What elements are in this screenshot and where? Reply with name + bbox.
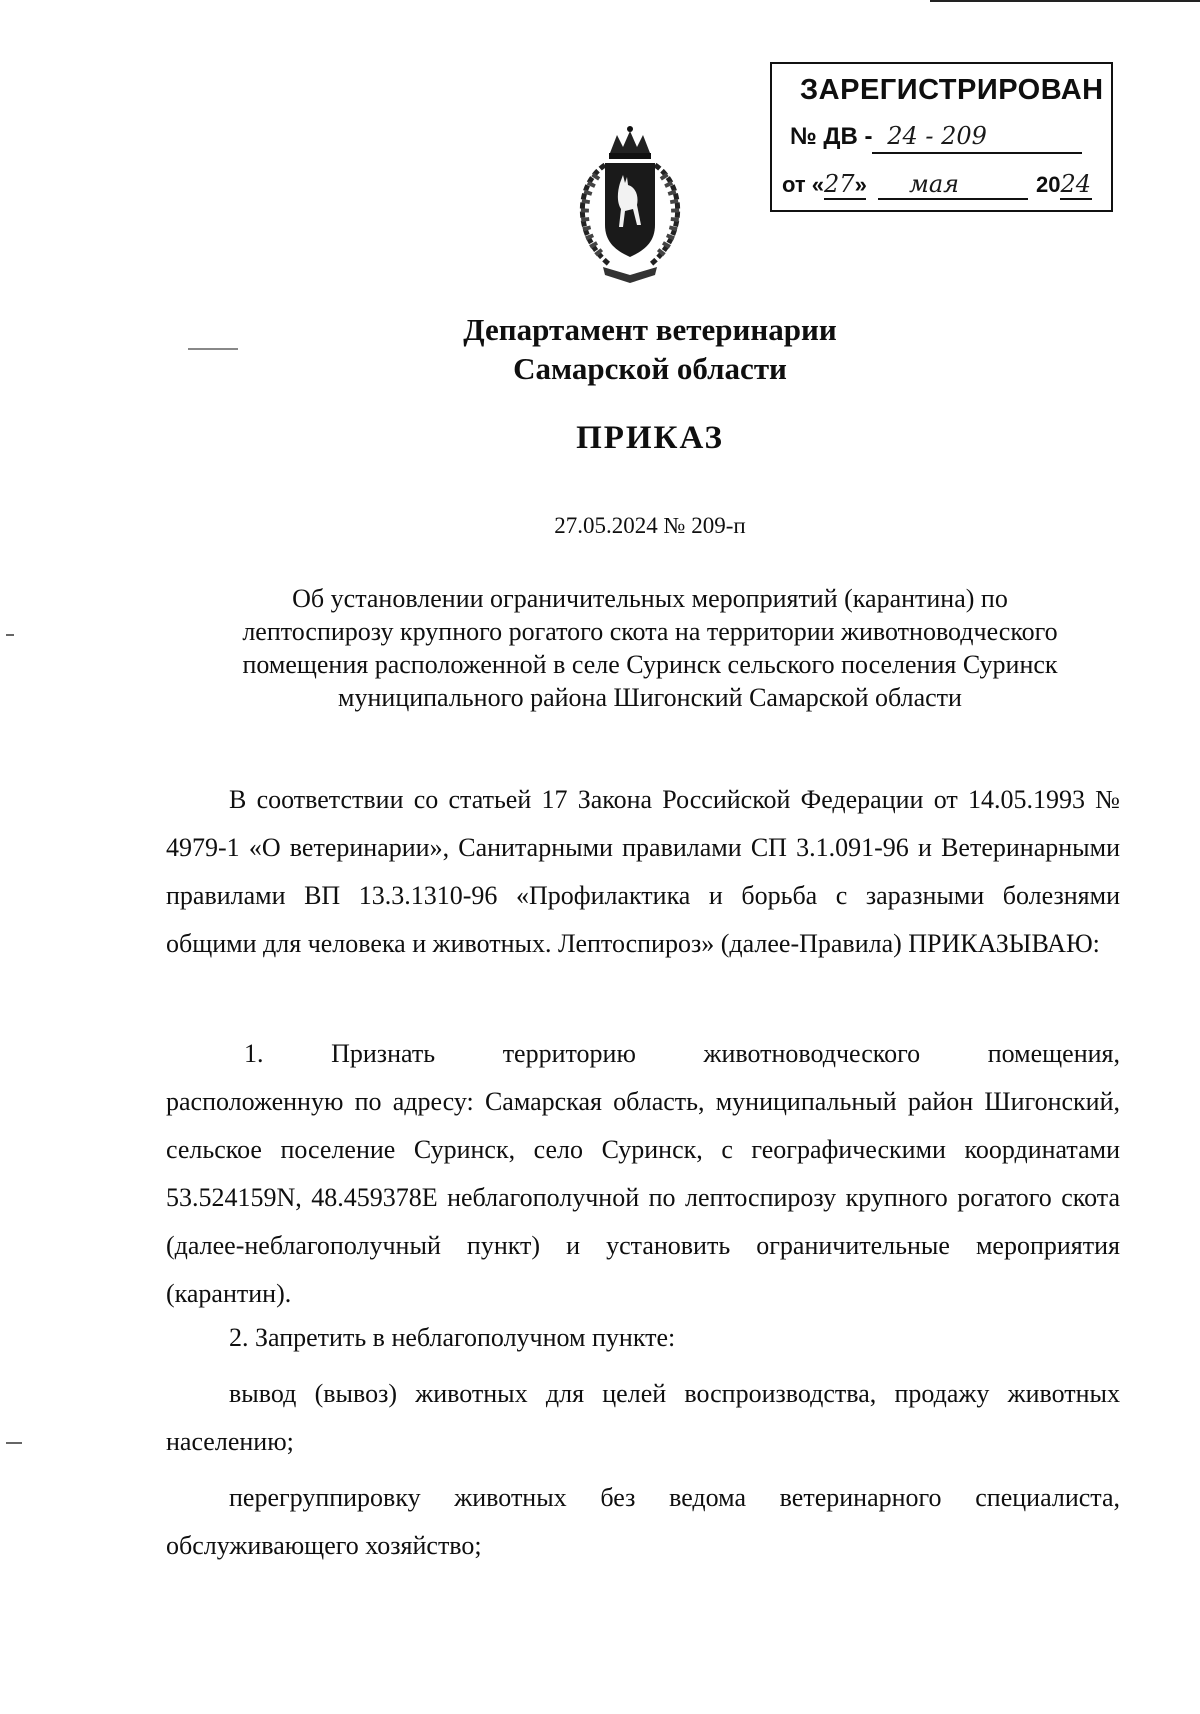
stamp-number-prefix: № ДВ - (790, 123, 873, 150)
stamp-number-row (790, 122, 1090, 151)
subject-line: Об установлении ограничительных мероприятий (карантина) по (292, 584, 1008, 613)
stamp-number-handwritten: 24 - 209 (887, 122, 987, 150)
order-subject (180, 582, 1120, 714)
item-1-word: помещения, (987, 1039, 1120, 1068)
scan-mark (6, 634, 14, 636)
department-name-line2: Самарской области (513, 351, 787, 386)
item-1-text: расположенную по адресу: Самарская область, муниципальный район Шигонский, сельское поселение Суринск, село Суринск, с географическими координатами 53.524159N, 48.459378E неблагополучной по лептоспирозу крупного рогатого скота (далее-неблагополучный пункт) и установить ограничительные мероприятия (карантин). (166, 1087, 1120, 1308)
item-1-number: 1. (244, 1039, 264, 1068)
scan-mark (188, 348, 238, 350)
item-2-heading: 2. Запретить в неблагополучном пункте: (229, 1323, 676, 1352)
item-1-word: территорию (502, 1039, 636, 1068)
department-name-line1: Департамент ветеринарии (463, 312, 837, 347)
scan-mark (6, 1442, 22, 1444)
registration-stamp (770, 62, 1113, 212)
document-type-title: ПРИКАЗ (576, 420, 724, 456)
stamp-date-mid: » (854, 172, 867, 197)
stamp-year-prefix: 20 (1036, 172, 1061, 197)
stamp-year-handwritten: 24 (1060, 170, 1092, 198)
preamble-paragraph: В соответствии со статьей 17 Закона Российской Федерации от 14.05.1993 № 4979-1 «О ветеринарии», Санитарными правилами СП 3.1.091-96 и Ветеринарными правилами ВП 13.3.1310-96 «Профилактика и борьба с заразными болезнями общими для человека и животных. Лептоспироз» (далее-Правила) ПРИКАЗЫВАЮ: (166, 785, 1120, 958)
stamp-date-row (782, 170, 1102, 198)
top-edge-line (930, 0, 1200, 2)
subject-line: помещения расположенной в селе Суринск сельского поселения Суринск (242, 650, 1058, 679)
stamp-date-prefix: от « (782, 172, 825, 197)
stamp-month-handwritten: мая (908, 170, 960, 198)
stamp-year (1036, 170, 1091, 198)
order-date-number: 27.05.2024 № 209-п (554, 513, 746, 538)
subject-line: лептоспирозу крупного рогатого скота на территории животноводческого (242, 617, 1058, 646)
stamp-day-handwritten: 27 (824, 170, 855, 198)
item-2-subitem-b: перегруппировку животных без ведома ветеринарного специалиста, обслуживающего хозяйство; (166, 1483, 1120, 1560)
item-2-subitem-a: вывод (вывоз) животных для целей воспроизводства, продажу животных населению; (166, 1379, 1120, 1456)
coat-of-arms-emblem (565, 125, 695, 285)
stamp-title: ЗАРЕГИСТРИРОВАН (800, 74, 1104, 106)
item-1-word: животноводческого (703, 1039, 921, 1068)
item-1-first-line (166, 1030, 1120, 1078)
item-1-word: Признать (331, 1039, 436, 1068)
item-1-paragraph (166, 1030, 1120, 1318)
subject-line: муниципального района Шигонский Самарской области (338, 683, 962, 712)
